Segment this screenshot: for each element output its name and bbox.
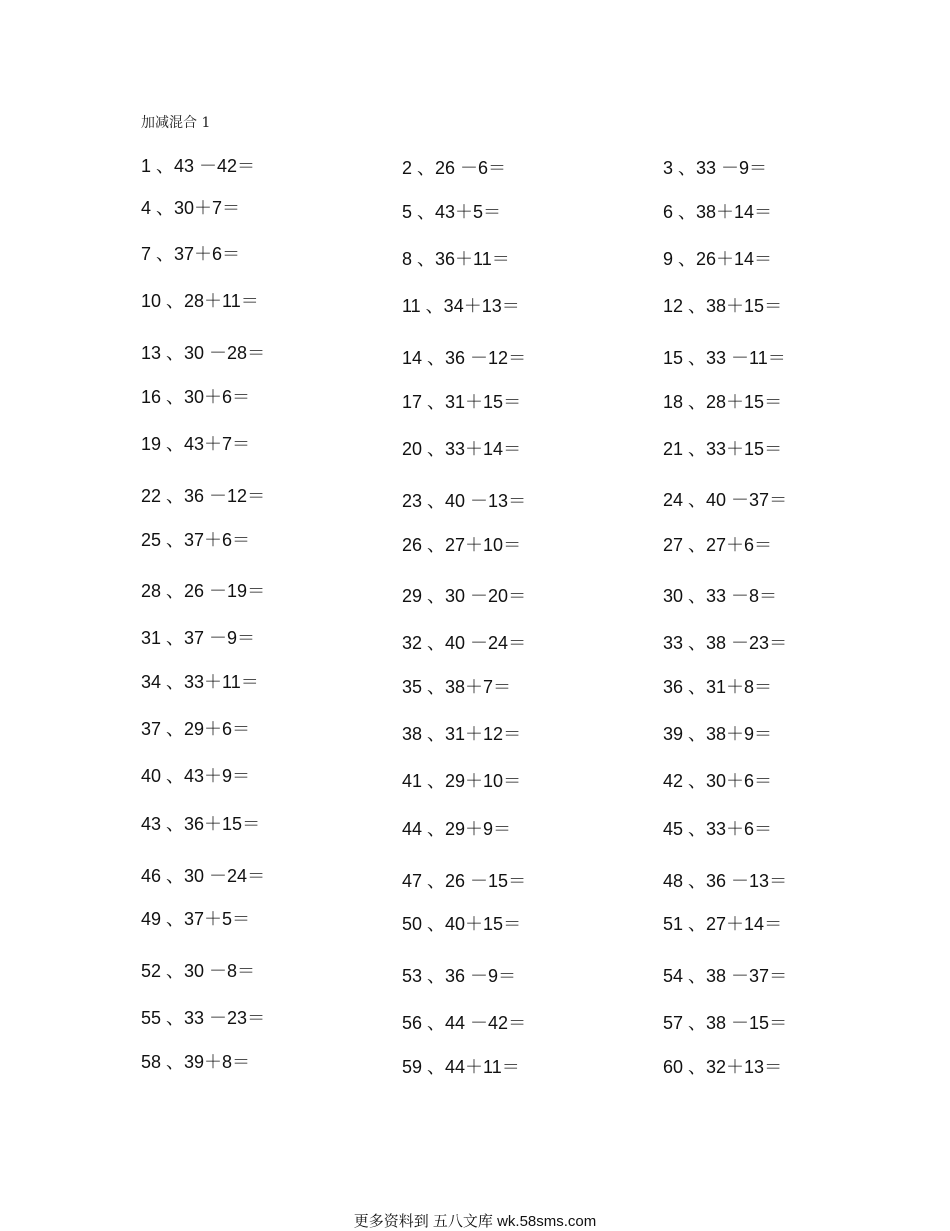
problem-item: 9 、26＋14＝ [663,249,773,269]
problem-item: 22 、36 －12＝ [141,486,266,506]
problem-item: 18 、28＋15＝ [663,392,783,412]
problem-item: 17 、31＋15＝ [402,392,522,412]
problem-item: 4 、30＋7＝ [141,198,241,218]
problem-item: 52 、30 －8＝ [141,961,256,981]
problem-item: 12 、38＋15＝ [663,296,783,316]
problem-item: 24 、40 －37＝ [663,490,788,510]
worksheet-title: 加减混合 1 [141,115,211,131]
problem-item: 16 、30＋6＝ [141,387,251,407]
problem-item: 39 、38＋9＝ [663,724,773,744]
problem-item: 1 、43 －42＝ [141,156,256,176]
problem-item: 11 、34＋13＝ [402,296,520,316]
problem-item: 29 、30 －20＝ [402,586,527,606]
problem-item: 7 、37＋6＝ [141,244,241,264]
problem-item: 48 、36 －13＝ [663,871,788,891]
problem-item: 58 、39＋8＝ [141,1052,251,1072]
problem-item: 57 、38 －15＝ [663,1013,788,1033]
problem-item: 30 、33 －8＝ [663,586,778,606]
problem-item: 38 、31＋12＝ [402,724,522,744]
problem-item: 2 、26 －6＝ [402,158,507,178]
problem-item: 51 、27＋14＝ [663,914,783,934]
problem-item: 25 、37＋6＝ [141,530,251,550]
problem-item: 5 、43＋5＝ [402,202,502,222]
problem-item: 23 、40 －13＝ [402,491,527,511]
footer-text: 更多资料到 五八文库 wk.58sms.com [353,1213,597,1230]
problem-item: 45 、33＋6＝ [663,819,773,839]
problem-item: 33 、38 －23＝ [663,633,788,653]
problem-item: 56 、44 －42＝ [402,1013,527,1033]
problem-item: 44 、29＋9＝ [402,819,512,839]
problem-item: 15 、33 －11＝ [663,348,786,368]
problem-item: 54 、38 －37＝ [663,966,788,986]
problem-item: 21 、33＋15＝ [663,439,783,459]
problem-item: 3 、33 －9＝ [663,158,768,178]
problem-item: 43 、36＋15＝ [141,814,261,834]
problem-item: 13 、30 －28＝ [141,343,266,363]
problem-item: 26 、27＋10＝ [402,535,522,555]
problem-item: 20 、33＋14＝ [402,439,522,459]
problem-item: 6 、38＋14＝ [663,202,773,222]
problem-item: 41 、29＋10＝ [402,771,522,791]
problem-item: 14 、36 －12＝ [402,348,527,368]
problem-item: 46 、30 －24＝ [141,866,266,886]
problem-item: 59 、44＋11＝ [402,1057,520,1077]
problem-item: 19 、43＋7＝ [141,434,251,454]
problem-item: 10 、28＋11＝ [141,291,259,311]
problem-item: 47 、26 －15＝ [402,871,527,891]
problem-item: 28 、26 －19＝ [141,581,266,601]
problem-item: 27 、27＋6＝ [663,535,773,555]
problem-item: 50 、40＋15＝ [402,914,522,934]
problem-item: 35 、38＋7＝ [402,677,512,697]
problem-item: 36 、31＋8＝ [663,677,773,697]
problem-item: 60 、32＋13＝ [663,1057,783,1077]
problem-item: 34 、33＋11＝ [141,672,259,692]
problem-item: 8 、36＋11＝ [402,249,510,269]
problem-item: 37 、29＋6＝ [141,719,251,739]
problem-item: 32 、40 －24＝ [402,633,527,653]
problem-item: 55 、33 －23＝ [141,1008,266,1028]
problem-item: 40 、43＋9＝ [141,766,251,786]
problem-item: 53 、36 －9＝ [402,966,517,986]
problem-item: 42 、30＋6＝ [663,771,773,791]
problem-item: 49 、37＋5＝ [141,909,251,929]
problem-item: 31 、37 －9＝ [141,628,256,648]
